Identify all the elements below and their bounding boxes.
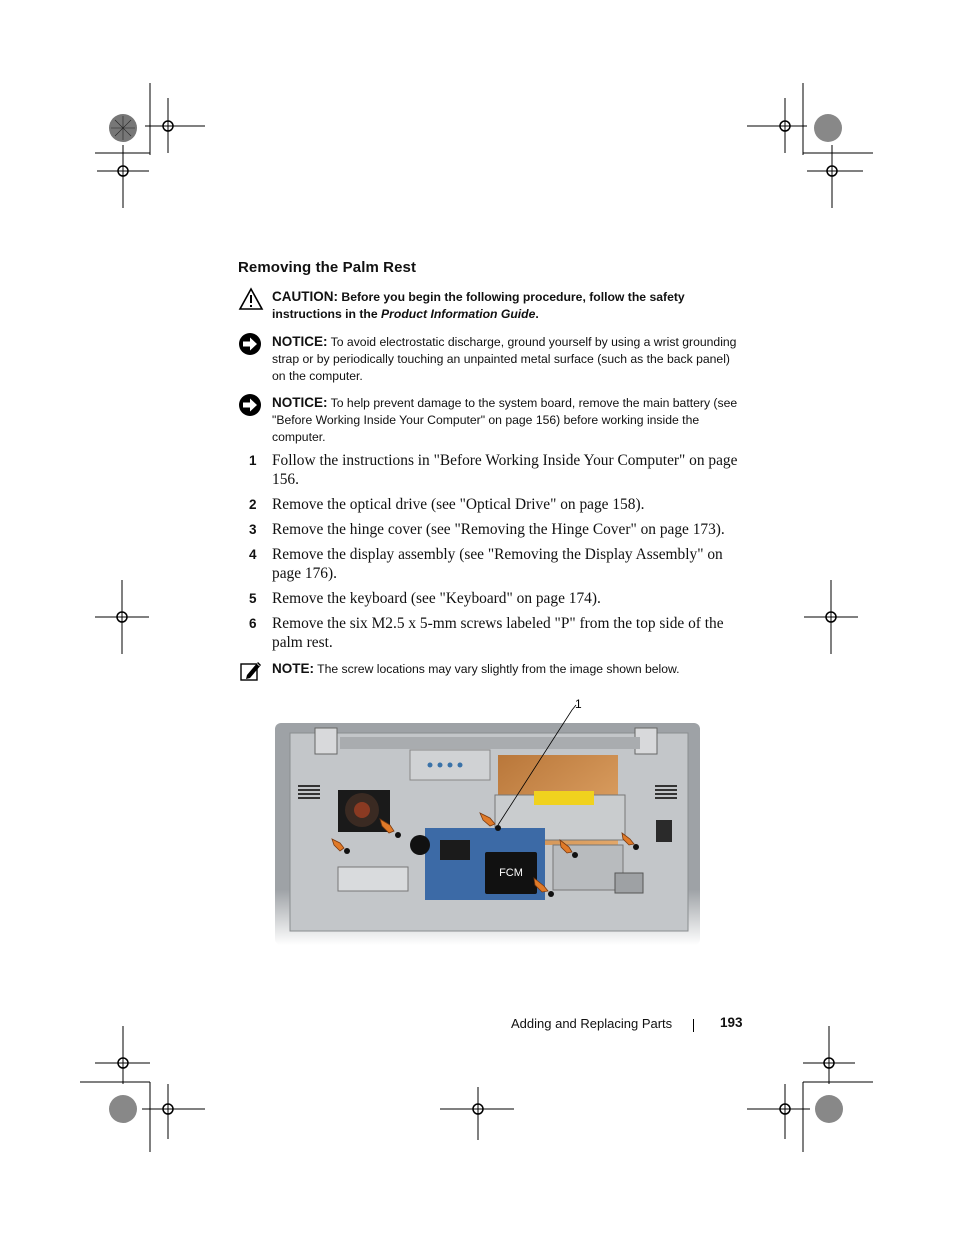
footer-section-title: Adding and Replacing Parts — [511, 1016, 673, 1031]
step-number: 5 — [249, 591, 257, 606]
crop-mark-mid-left — [93, 578, 153, 658]
notice-block-2 — [238, 394, 738, 446]
notice-block-1 — [238, 333, 738, 385]
note-block — [238, 660, 738, 678]
caution-guide-title: Product Information Guide — [381, 307, 536, 321]
step-number: 2 — [249, 497, 257, 512]
notice-arrow-icon — [238, 332, 262, 356]
crop-mark-top-left — [95, 80, 210, 210]
note-text: The screw locations may vary slightly from the image shown below. — [314, 662, 680, 676]
step-number: 4 — [249, 547, 257, 562]
caution-text: Before you begin the following procedure, follow the safety instructions in the — [272, 290, 685, 321]
caution-label: CAUTION: — [272, 289, 338, 304]
crop-mark-bottom-left — [80, 1024, 210, 1154]
step-item — [238, 545, 738, 583]
notice-text: To avoid electrostatic discharge, ground yourself by using a wrist grounding strap or by periodically touching an unpainted metal surface (such as the back panel) on the computer. — [272, 335, 737, 383]
step-item — [238, 520, 738, 539]
step-item — [238, 589, 738, 608]
step-item — [238, 451, 738, 489]
crop-mark-mid-right — [802, 578, 862, 658]
crop-mark-top-right — [745, 80, 875, 210]
palm-rest-figure — [270, 695, 705, 945]
fcm-label: FCM — [499, 867, 523, 879]
page-number: 193 — [720, 1015, 743, 1030]
step-text: Remove the six M2.5 x 5-mm screws labeled "P" from the top side of the palm rest. — [272, 615, 724, 651]
section-title: Removing the Palm Rest — [238, 259, 417, 276]
crop-mark-bottom-center — [438, 1085, 518, 1145]
warning-triangle-icon — [238, 287, 262, 311]
step-text: Follow the instructions in "Before Working Inside Your Computer" on page 156. — [272, 452, 738, 488]
crop-mark-bottom-right — [745, 1024, 875, 1154]
notice-arrow-icon — [238, 393, 262, 417]
note-label: NOTE: — [272, 661, 314, 676]
notice-label: NOTICE: — [272, 395, 328, 410]
step-number: 3 — [249, 522, 257, 537]
footer-divider — [693, 1019, 694, 1032]
step-text: Remove the optical drive (see "Optical Drive" on page 158). — [272, 496, 645, 513]
step-text: Remove the keyboard (see "Keyboard" on page 174). — [272, 590, 601, 607]
step-number: 6 — [249, 616, 257, 631]
step-number: 1 — [249, 453, 257, 468]
step-item — [238, 495, 738, 514]
step-text: Remove the display assembly (see "Removing the Display Assembly" on page 176). — [272, 546, 723, 582]
step-text: Remove the hinge cover (see "Removing the Hinge Cover" on page 173). — [272, 521, 725, 538]
pencil-note-icon — [238, 659, 262, 683]
figure-callout-number: 1 — [575, 697, 582, 711]
caution-block: CAUTION: Before you begin the following procedure, follow the safety instructions in the Product Information Guide. — [238, 288, 738, 323]
step-item — [238, 614, 738, 652]
notice-label: NOTICE: — [272, 334, 328, 349]
notice-text: To help prevent damage to the system board, remove the main battery (see "Before Working Inside Your Computer" on page 156) before working inside the computer. — [272, 396, 738, 444]
